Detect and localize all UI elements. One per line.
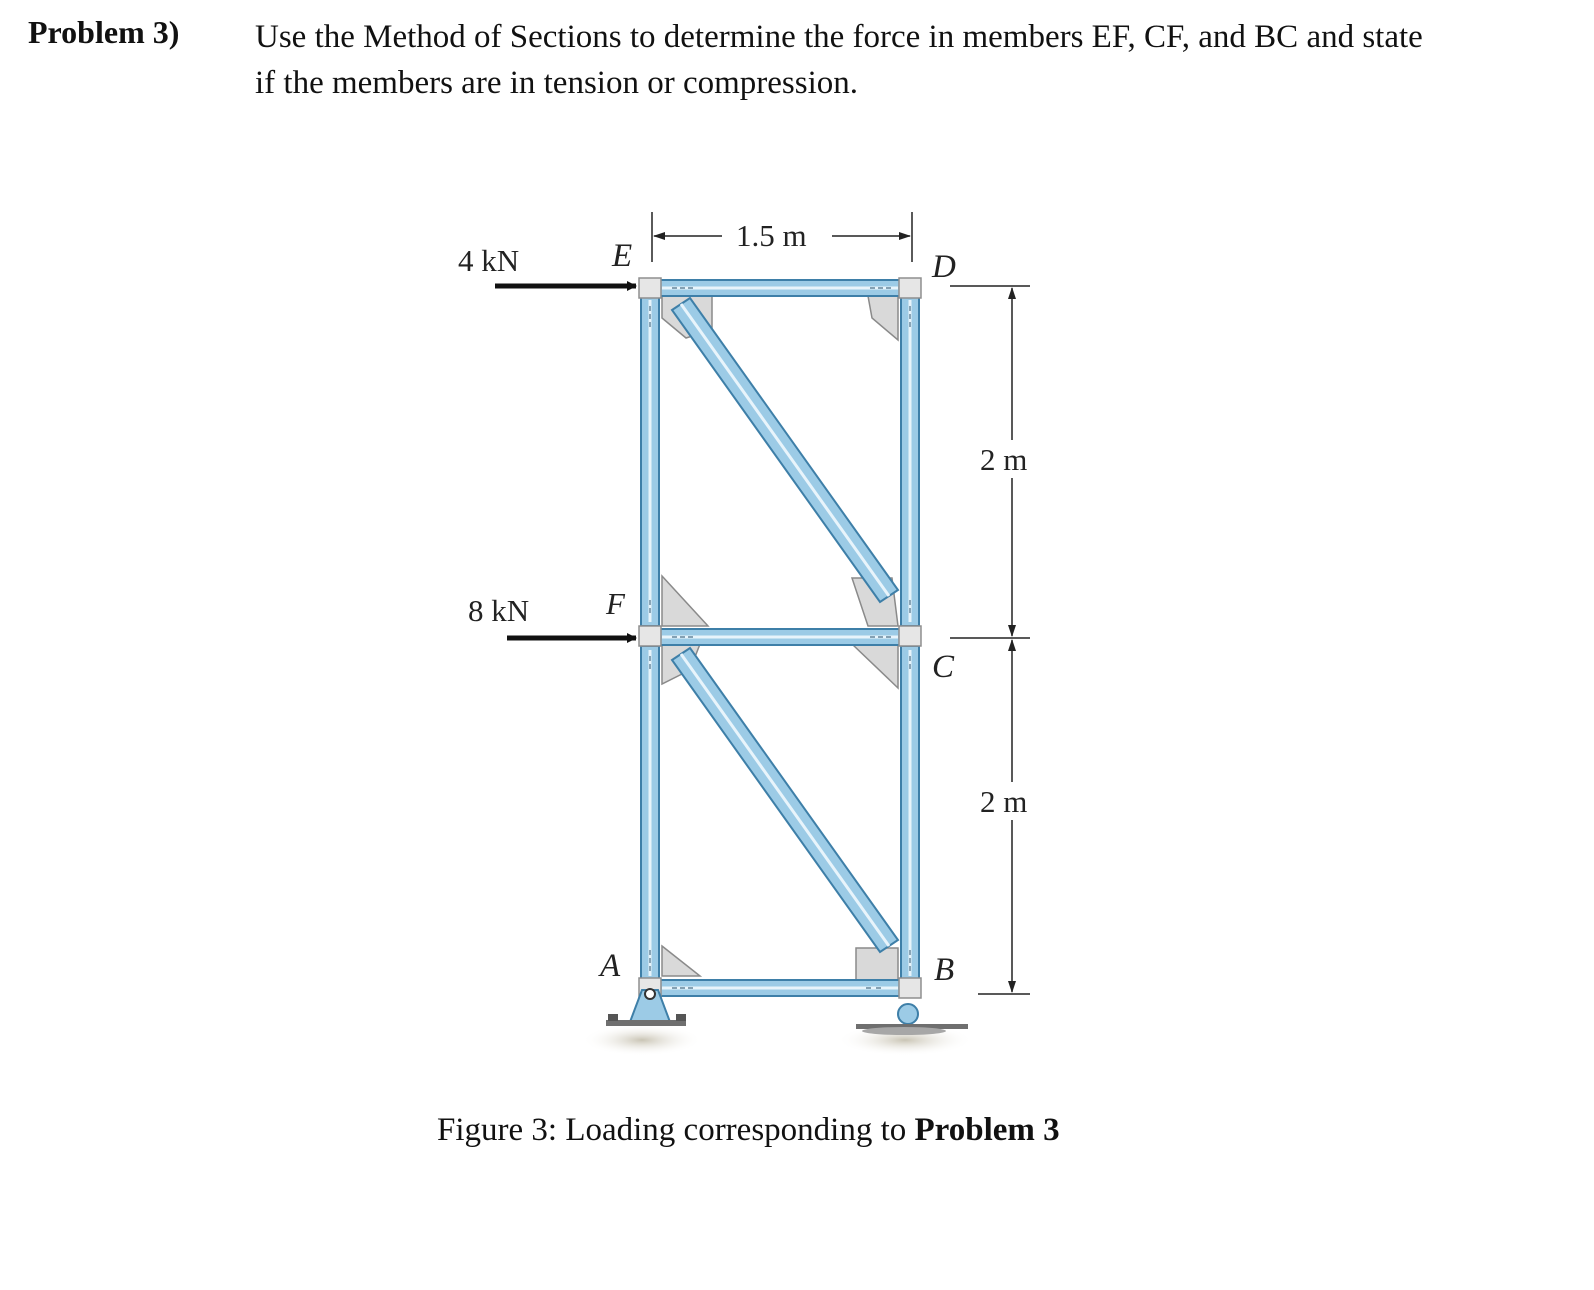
gusset-f: [662, 576, 708, 626]
problem-statement-line-1: Use the Method of Sections to determine the force in members EF, CF, and BC and state: [255, 19, 1423, 55]
dimension-label-width: 1.5 m: [736, 218, 807, 253]
problem-statement-line-2: if the members are in tension or compression.: [255, 65, 859, 101]
figure-caption: [437, 1112, 1060, 1149]
load-label-4kn: 4 kN: [458, 243, 520, 278]
joint-label-d: D: [932, 249, 956, 285]
dimension-label-lower-height: 2 m: [980, 784, 1028, 819]
member-highlights: [650, 288, 910, 988]
load-label-8kn: 8 kN: [468, 593, 530, 628]
joint-label-b: B: [934, 952, 955, 988]
joint-label-f: F: [606, 586, 625, 621]
joint-b-block: [899, 978, 921, 998]
figure-caption-bold: Problem 3: [914, 1112, 1060, 1148]
gusset-c-lower: [852, 644, 898, 688]
ground-shadow-a: [582, 1024, 702, 1056]
joint-label-e: E: [612, 238, 633, 274]
joint-label-a: A: [600, 948, 621, 984]
figure-caption-text: Figure 3: Loading corresponding to: [437, 1112, 915, 1148]
joint-e-block: [639, 278, 661, 298]
joint-d-block: [899, 278, 921, 298]
gusset-b: [856, 948, 898, 980]
joint-c-block: [899, 626, 921, 646]
gusset-d: [868, 296, 898, 340]
dimension-label-upper-height: 2 m: [980, 442, 1028, 477]
gusset-a: [662, 946, 700, 976]
joint-f-block: [639, 626, 661, 646]
joint-label-c: C: [932, 649, 955, 685]
problem-number: Problem 3): [28, 14, 180, 50]
